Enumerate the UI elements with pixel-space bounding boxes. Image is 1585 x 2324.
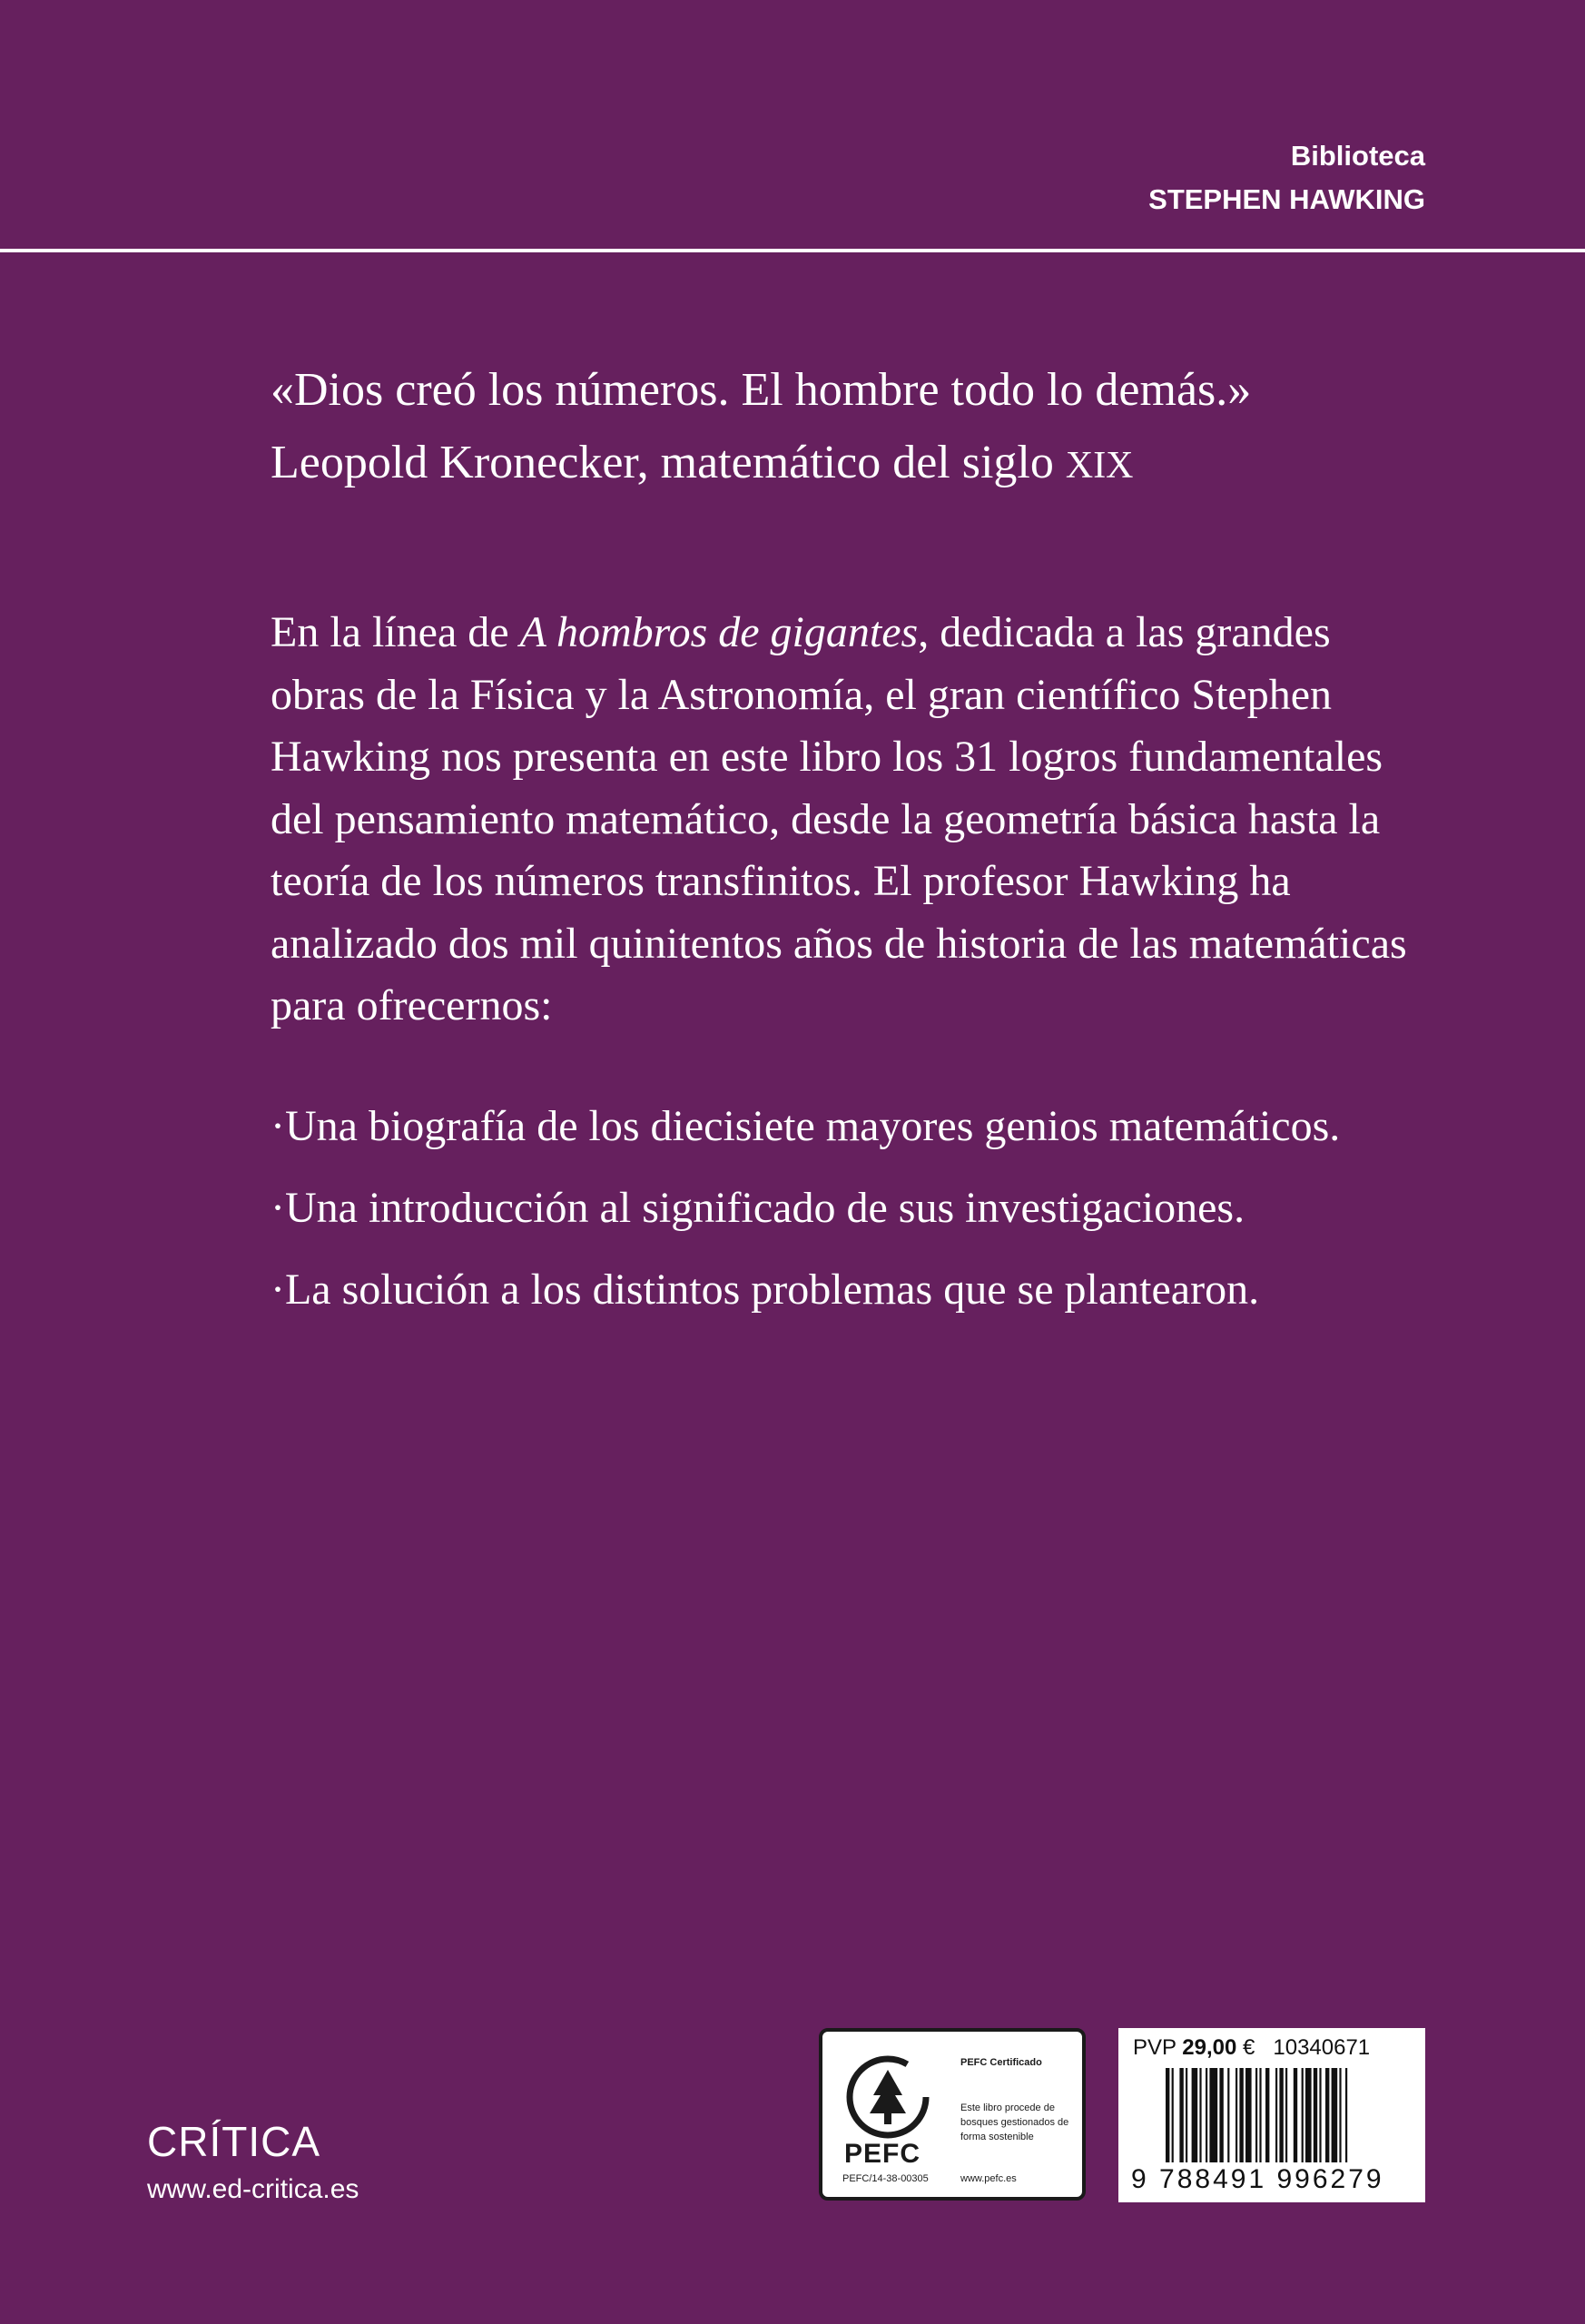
barcode-bar xyxy=(1206,2068,1207,2162)
barcode-bar xyxy=(1314,2068,1317,2162)
epigraph xyxy=(271,354,1432,502)
barcode-bar xyxy=(1275,2068,1277,2162)
product-code: 10340671 xyxy=(1273,2035,1371,2060)
pefc-wordmark: PEFC xyxy=(844,2139,921,2169)
series-label xyxy=(1148,134,1425,222)
barcode-bars xyxy=(1166,2068,1393,2162)
pefc-url: www.pefc.es xyxy=(960,2173,1017,2184)
isbn-digits: 9 788491 996279 xyxy=(1131,2164,1384,2194)
list-item: ·Una biografía de los diecisiete mayores genios matemáticos. xyxy=(271,1101,1341,1150)
barcode-bar xyxy=(1219,2068,1223,2162)
price-value: 29,00 xyxy=(1182,2035,1237,2060)
epigraph-century: XIX xyxy=(1065,445,1134,487)
barcode-bar xyxy=(1285,2068,1287,2162)
pvp-label: PVP xyxy=(1133,2035,1176,2060)
barcode-bar xyxy=(1339,2068,1341,2162)
barcode-bar xyxy=(1279,2068,1283,2162)
series-line-1: Biblioteca xyxy=(1290,140,1425,172)
barcode-bar xyxy=(1239,2068,1243,2162)
description-paragraph xyxy=(271,602,1432,1038)
barcode-bar xyxy=(1265,2068,1269,2162)
barcode-bar xyxy=(1305,2068,1312,2162)
barcode-bar xyxy=(1332,2068,1338,2162)
barcode-bar xyxy=(1255,2068,1257,2162)
list-item: ·La solución a los distintos problemas que se plantearon. xyxy=(271,1265,1260,1314)
price-currency: € xyxy=(1243,2035,1255,2060)
barcode-bar xyxy=(1186,2068,1187,2162)
barcode-box xyxy=(1118,2028,1425,2202)
price-line xyxy=(1133,2035,1370,2061)
barcode-bar xyxy=(1245,2068,1252,2162)
barcode-bar xyxy=(1345,2068,1347,2162)
epigraph-text: «Dios creó los números. El hombre todo lo demás.» xyxy=(271,364,1252,416)
publisher-block xyxy=(147,2117,359,2208)
pefc-certification-box xyxy=(819,2028,1086,2201)
description-rest: , dedicada a las grandes obras de la Física y la Astronomía, el gran científico Stephen Hawking nos presenta en este libro los 31 logros fundamentales del pensamiento matemático, desde la geometría básica hasta la teoría de los números transfinitos. El profesor Hawking ha analizado dos mil quinitentos años de historia de las matemáticas para ofrecernos: xyxy=(271,608,1407,1029)
description-prefix: En la línea de xyxy=(271,608,520,656)
barcode-bar xyxy=(1236,2068,1237,2162)
pefc-code: PEFC/14-38-00305 xyxy=(842,2173,929,2184)
barcode-bar xyxy=(1192,2068,1198,2162)
series-line-2: STEPHEN HAWKING xyxy=(1148,183,1425,215)
barcode-bar xyxy=(1179,2068,1183,2162)
barcode-bar xyxy=(1325,2068,1329,2162)
epigraph-attribution: Leopold Kronecker, matemático del siglo xyxy=(271,437,1066,488)
pefc-title: PEFC Certificado xyxy=(960,2057,1042,2068)
barcode-bar xyxy=(1227,2068,1229,2162)
publisher-url: www.ed-critica.es xyxy=(147,2174,359,2204)
barcode-bar xyxy=(1302,2068,1304,2162)
header-divider xyxy=(0,249,1585,252)
back-cover-text xyxy=(271,354,1432,1344)
feature-list xyxy=(271,1099,1432,1317)
barcode-bar xyxy=(1166,2068,1169,2162)
barcode-bar xyxy=(1209,2068,1217,2162)
publisher-name: CRÍTICA xyxy=(147,2118,320,2165)
barcode-bar xyxy=(1172,2068,1174,2162)
barcode-bar xyxy=(1199,2068,1201,2162)
barcode-bar xyxy=(1259,2068,1261,2162)
barcode-bar xyxy=(1319,2068,1321,2162)
description-italic-title: A hombros de gigantes xyxy=(519,608,919,656)
pefc-tree-icon xyxy=(842,2052,933,2142)
pefc-description: Este libro procede de bosques gestionados de forma sostenible xyxy=(960,2102,1069,2142)
barcode-bar xyxy=(1294,2068,1297,2162)
list-item: ·Una introducción al significado de sus investigaciones. xyxy=(271,1183,1245,1232)
